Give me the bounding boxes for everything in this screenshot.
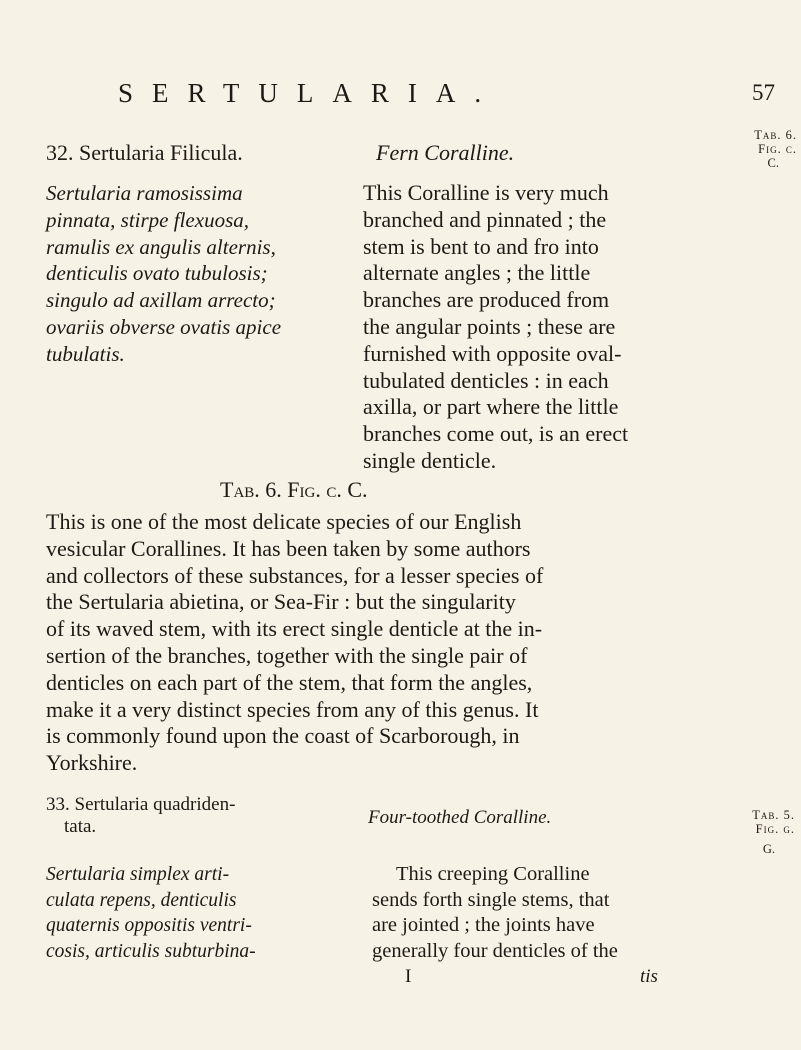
latin-line: Sertularia simplex arti- (46, 864, 230, 885)
section33-english-description (372, 862, 618, 964)
section32-paragraph (46, 509, 771, 777)
paragraph-line: denticles on each part of the stem, that form the angles, (46, 669, 533, 695)
running-head: SERTULARIA. (118, 78, 501, 108)
latin-line: ovariis obverse ovatis apice (46, 314, 282, 339)
paragraph-line: This is one of the most delicate species of our English (46, 509, 522, 534)
description-line: This Coralline is very much (363, 180, 609, 205)
section32-common-name: Fern Coralline. (376, 140, 515, 165)
tab-reference: Tab. 6. (754, 128, 797, 142)
section33-latin-description (46, 862, 256, 964)
description-line: single denticle. (363, 447, 497, 473)
section32-latin-description (46, 180, 281, 368)
description-line: branches are produced from (363, 287, 610, 313)
latin-line: ramulis ex angulis alternis, (46, 234, 276, 259)
description-line: alternate angles ; the little (363, 260, 591, 286)
paragraph-line: make it a very distinct species from any of this genus. It (46, 696, 539, 722)
latin-line: cosis, articulis subturbina- (46, 940, 256, 962)
section33-side-note (752, 808, 795, 856)
plate-reference: Tab. 6. Fig. c. C. (220, 477, 368, 502)
description-line: axilla, or part where the little (363, 394, 619, 420)
paragraph-line: is commonly found upon the coast of Scarborough, in (46, 723, 520, 749)
description-line: generally four denticles of the (372, 939, 618, 962)
latin-line: tubulatis. (46, 341, 125, 366)
description-line: stem is bent to and fro into (363, 233, 599, 259)
section33-common-name: Four-toothed Coralline. (368, 807, 552, 828)
section32-side-note (754, 128, 797, 170)
heading-line: tata. (64, 816, 97, 837)
paragraph-line: and collectors of these substances, for a lesser species of (46, 562, 544, 588)
description-line: This creeping Coralline (396, 863, 590, 885)
section32-heading: 32. Sertularia Filicula. (46, 140, 243, 165)
latin-line: pinnata, stirpe flexuosa, (46, 207, 249, 232)
description-line: tubulated denticles : in each (363, 367, 609, 393)
description-line: branched and pinnated ; the (363, 206, 607, 232)
paragraph-line: of its waved stem, with its erect single denticle at the in- (46, 616, 543, 642)
description-line: the angular points ; these are (363, 313, 616, 339)
section33-heading (46, 794, 235, 838)
paragraph-line: sertion of the branches, together with the single pair of (46, 642, 528, 668)
latin-line: quaternis oppositis ventri- (46, 915, 252, 936)
description-line: branches come out, is an erect (363, 421, 629, 447)
latin-line: singulo ad axillam arrecto; (46, 288, 276, 313)
fig-reference: Fig. g. (755, 822, 795, 836)
latin-line: culata repens, denticulis (46, 889, 237, 911)
heading-line: 33. Sertularia quadriden- (46, 794, 236, 815)
description-line: furnished with opposite oval- (363, 340, 622, 366)
page-number: 57 (752, 80, 775, 105)
tab-reference: Tab. 5. (752, 808, 795, 822)
paragraph-line: Yorkshire. (46, 750, 138, 776)
description-line: are jointed ; the joints have (372, 914, 595, 936)
latin-line: Sertularia ramosissima (46, 181, 243, 205)
paragraph-line: vesicular Corallines. It has been taken by some authors (46, 535, 531, 561)
description-line: sends forth single stems, that (372, 888, 610, 911)
section32-english-description (363, 180, 628, 475)
fig-letter: G. (762, 842, 775, 856)
catchword: tis (640, 966, 658, 987)
signature-mark: I (405, 966, 412, 987)
fig-letter: C. (767, 156, 779, 170)
paragraph-line: the Sertularia abietina, or Sea-Fir : but the singularity (46, 589, 516, 615)
fig-reference: Fig. c. (758, 142, 797, 156)
latin-line: denticulis ovato tubulosis; (46, 261, 268, 286)
